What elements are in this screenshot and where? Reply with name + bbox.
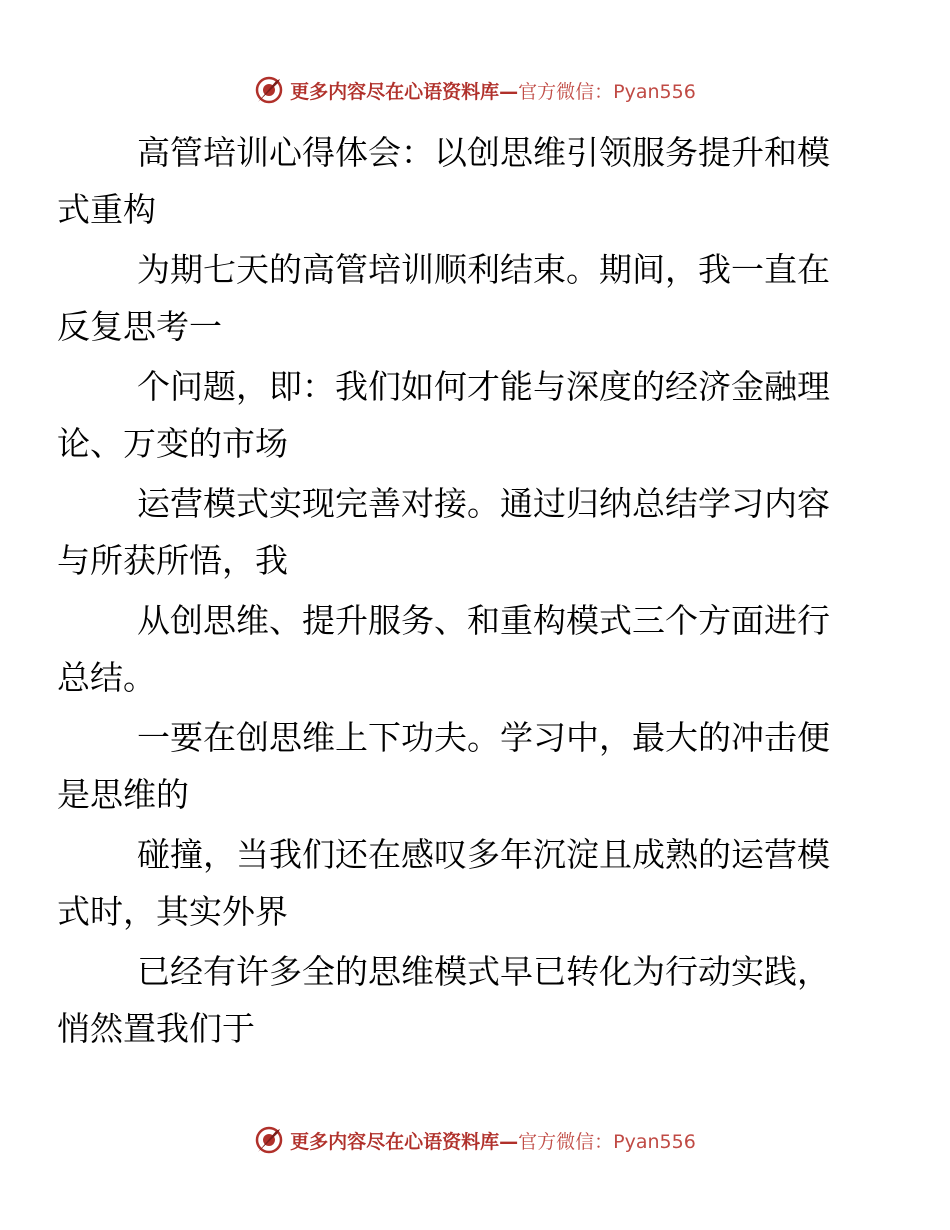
footer-banner: [0, 1120, 950, 1160]
paragraph-line: 个问题，即：我们如何才能与深度的经济金融理 论、万变的市场: [57, 367, 830, 463]
document-body: [57, 124, 857, 1060]
paragraph-line: 运营模式实现完善对接。通过归纳总结学习内容 与所获所悟，我: [57, 484, 830, 580]
banner-label: 更多内容尽在心语资料库—官方微信：Pyan556: [290, 80, 696, 103]
banner-label: 更多内容尽在心语资料库—官方微信：Pyan556: [290, 1130, 696, 1153]
paragraph-line: 从创思维、提升服务、和重构模式三个方面进行 总结。: [57, 601, 830, 697]
header-banner: [0, 70, 950, 110]
paragraph-line: 已经有许多全的思维模式早已转化为行动实践， 悄然置我们于: [57, 952, 830, 1048]
paragraph-line: 碰撞，当我们还在感叹多年沉淀且成熟的运营模 式时，其实外界: [57, 835, 830, 931]
paragraph-line: 高管培训心得体会：以创思维引领服务提升和模 式重构: [57, 133, 830, 229]
quill-logo-icon: [254, 1125, 284, 1155]
quill-logo-icon: [254, 75, 284, 105]
paragraph-line: 一要在创思维上下功夫。学习中，最大的冲击便 是思维的: [57, 718, 830, 814]
paragraph-line: 为期七天的高管培训顺利结束。期间，我一直在 反复思考一: [57, 250, 830, 346]
